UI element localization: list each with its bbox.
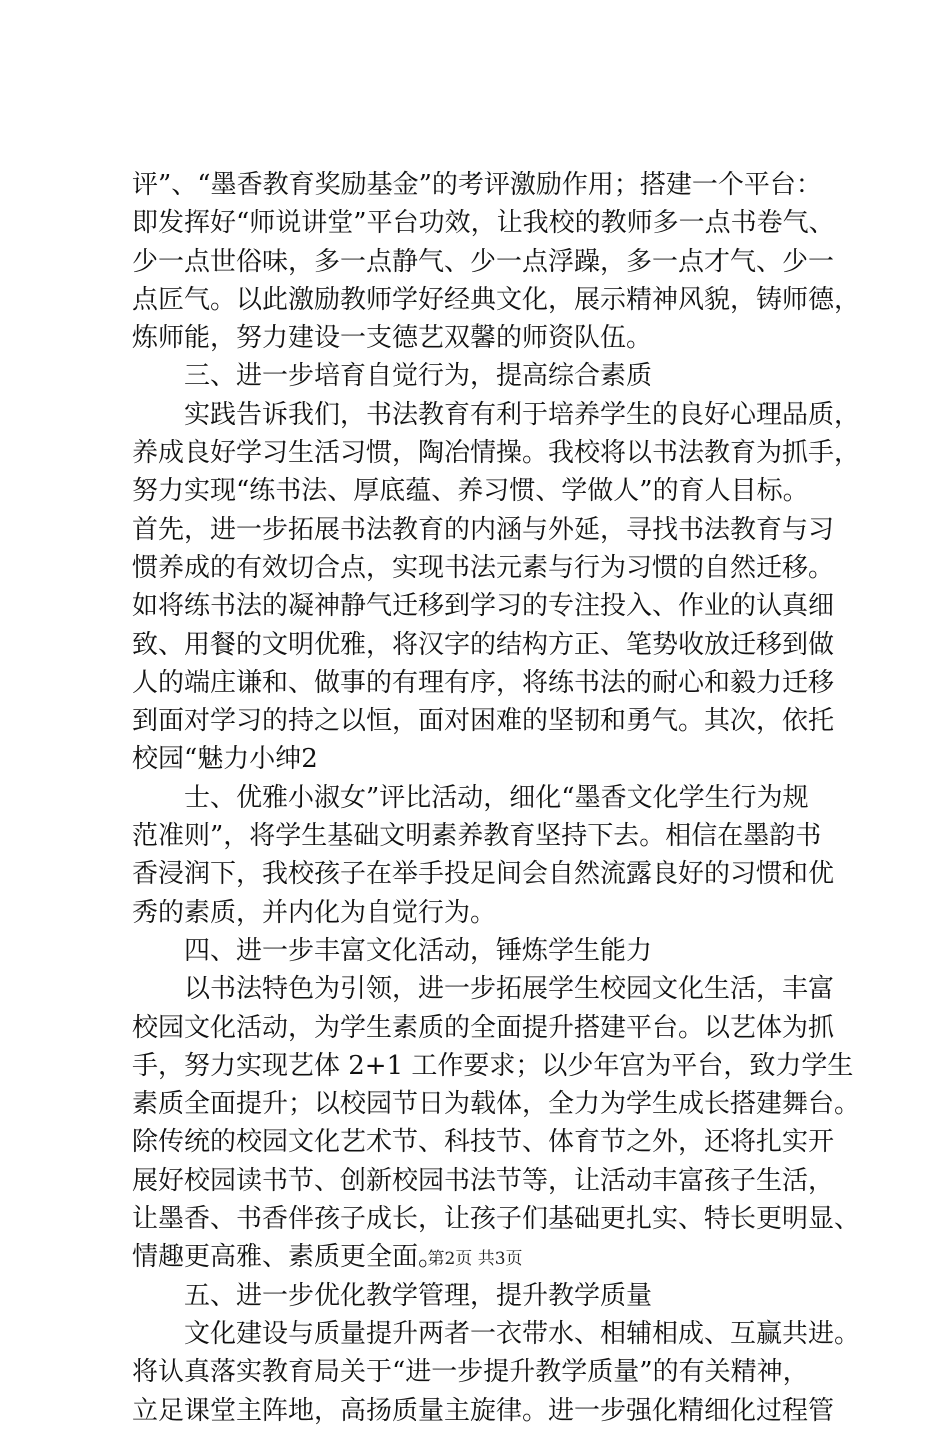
page-footer: 第2页 共3页: [427, 1249, 523, 1269]
text-line: 评”、“墨香教育奖励基金”的考评激励作用；搭建一个平台：: [132, 170, 822, 200]
text-line: 素质全面提升；以校园节日为载体，全力为学生成长搭建舞台。: [132, 1089, 861, 1120]
text-line: 秀的素质，并内化为自觉行为。: [132, 897, 497, 928]
text-line: 四、进一步丰富文化活动，锤炼学生能力: [184, 935, 653, 966]
text-line: 到面对学习的持之以恒，面对困难的坚韧和勇气。其次，依托: [132, 706, 835, 737]
text-line: 立足课堂主阵地，高扬质量主旋律。进一步强化精细化过程管: [132, 1395, 835, 1426]
text-line: 首先，进一步拓展书法教育的内涵与外延，寻找书法教育与习: [132, 514, 835, 545]
text-line: 即发挥好“师说讲堂”平台功效，让我校的教师多一点书卷气、: [132, 208, 835, 239]
text-line: 范准则”，将学生基础文明素养教育坚持下去。相信在墨韵书: [132, 821, 822, 852]
text-line: 将认真落实教育局关于“进一步提升教学质量”的有关精神，: [132, 1357, 809, 1388]
text-line: 三、进一步培育自觉行为，提高综合素质: [184, 361, 653, 392]
text-line: 如将练书法的凝神静气迁移到学习的专注投入、作业的认真细: [132, 591, 835, 622]
text-line: 养成良好学习生活习惯，陶冶情操。我校将以书法教育为抓手，: [132, 438, 861, 469]
text-line: 手，努力实现艺体 2+1 工作要求；以少年宫为平台，致力学生: [132, 1050, 854, 1081]
text-line: 展好校园读书节、创新校园书法节等，让活动丰富孩子生活，: [132, 1165, 835, 1196]
document-body: [132, 166, 861, 1430]
text-line: 校园“魅力小绅2: [132, 744, 318, 775]
text-line: 以书法特色为引领，进一步拓展学生校园文化生活，丰富: [184, 974, 835, 1005]
text-line: 让墨香、书香伴孩子成长，让孩子们基础更扎实、特长更明显、: [132, 1204, 861, 1235]
text-line: 文化建设与质量提升两者一衣带水、相辅相成、互赢共进。: [184, 1318, 861, 1349]
text-line: 惯养成的有效切合点，实现书法元素与行为习惯的自然迁移。: [132, 552, 835, 583]
text-line: 五、进一步优化教学管理，提升教学质量: [184, 1280, 653, 1311]
text-line: 炼师能，努力建设一支德艺双馨的师资队伍。: [132, 323, 653, 354]
text-line: 努力实现“练书法、厚底蕴、养习惯、学做人”的育人目标。: [132, 476, 809, 507]
text-line: 致、用餐的文明优雅，将汉字的结构方正、笔势收放迁移到做: [132, 629, 835, 660]
text-line: 实践告诉我们，书法教育有利于培养学生的良好心理品质，: [184, 399, 861, 430]
text-line: 校园文化活动，为学生素质的全面提升搭建平台。以艺体为抓: [132, 1012, 835, 1043]
text-line: 少一点世俗味，多一点静气、少一点浮躁，多一点才气、少一: [132, 246, 835, 277]
text-line: 情趣更高雅、素质更全面。: [132, 1242, 445, 1273]
text-line: 香浸润下，我校孩子在举手投足间会自然流露良好的习惯和优: [132, 859, 835, 890]
text-line: 点匠气。以此激励教师学好经典文化，展示精神风貌，铸师德，: [132, 284, 861, 315]
text-line: 人的端庄谦和、做事的有理有序，将练书法的耐心和毅力迁移: [132, 667, 835, 698]
text-line: 士、优雅小淑女”评比活动，细化“墨香文化学生行为规: [184, 782, 809, 813]
text-line: 除传统的校园文化艺术节、科技节、体育节之外，还将扎实开: [132, 1127, 835, 1158]
